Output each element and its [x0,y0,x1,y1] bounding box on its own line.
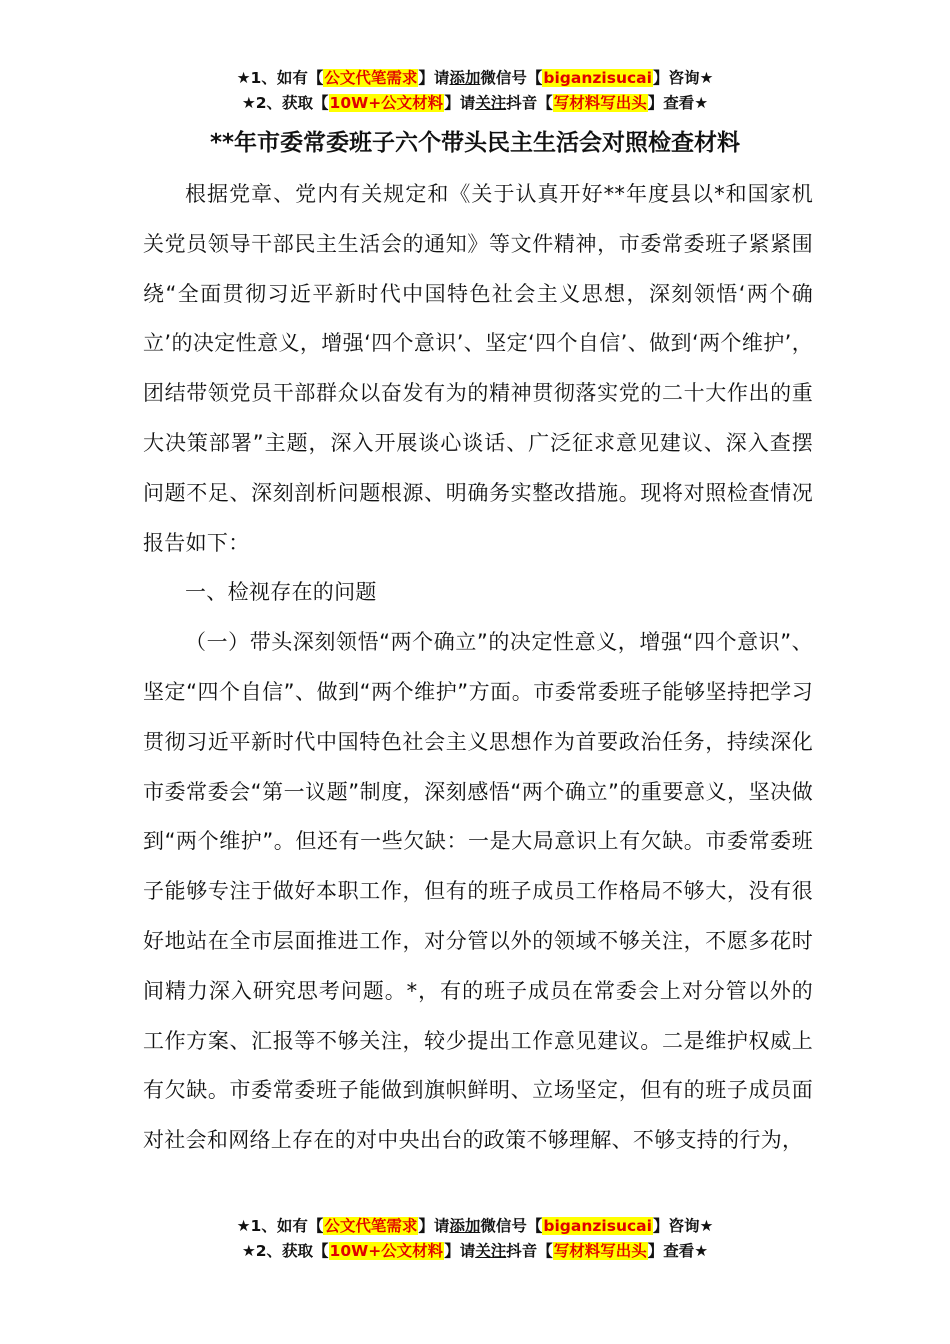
ad-highlight: biganzisucai [543,1217,652,1235]
section-heading: 一、检视存在的问题 [185,580,377,605]
ad-text: 】查看★ [647,94,709,112]
ad-underlined: 关注 [475,1242,507,1260]
ad-highlight: 公文代笔需求 [324,1217,418,1235]
ad-highlight: 写材料写出头 [553,94,647,112]
ad-text: 】请 [444,94,476,112]
ad-text: 】咨询★ [652,69,714,87]
ad-underlined: 添加 [449,69,481,87]
ad-text: 】请 [418,69,450,87]
paragraph-intro: 根据党章、党内有关规定和《关于认真开好**年度县以*和国家机关党员领导干部民主生活会的通知》等文件精神，市委常委班子紧紧围绕“全面贯彻习近平新时代中国特色社会主义思想，深刻领悟‘两个确立’的决定性意义，增强‘四个意识’、坚定‘四个自信’、做到‘两个维护’，团结带领党员干部群众以奋发有为的精神贯彻落实党的二十大作出的重大决策部署”主题，深入开展谈心谈话、广泛征求意见建议、深入查摆问题不足、深刻剖析问题根源、明确务实整改措施。现将对照检查情况报告如下： [143,182,813,555]
document-body [143,170,813,1166]
ad-underlined: 关注 [475,94,507,112]
ad-highlight: biganzisucai [543,69,652,87]
ad-text: ★1、如有【 [236,69,324,87]
ad-underlined: 添加 [449,1217,481,1235]
ad-line-1 [0,66,950,91]
ad-text: 】咨询★ [652,1217,714,1235]
ad-highlight: 写材料写出头 [553,1242,647,1260]
ad-text: ★1、如有【 [236,1217,324,1235]
ad-banner-bottom [0,1214,950,1264]
ad-line-2 [0,1239,950,1264]
ad-text: 】请 [444,1242,476,1260]
document-title: **年市委常委班子六个带头民主生活会对照检查材料 [209,130,741,156]
ad-highlight: 10W+公文材料 [329,1242,444,1260]
ad-line-1 [0,1214,950,1239]
ad-text: 】请 [418,1217,450,1235]
ad-highlight: 公文代笔需求 [324,69,418,87]
ad-highlight: 10W+公文材料 [329,94,444,112]
ad-text: ★2、获取【 [241,94,329,112]
ad-text: 微信号【 [480,1217,543,1235]
ad-text: 】查看★ [647,1242,709,1260]
paragraph-subsection-1: （一）带头深刻领悟“两个确立”的决定性意义，增强“四个意识”、坚定“四个自信”、做到“两个维护”方面。市委常委班子能够坚持把学习贯彻习近平新时代中国特色社会主义思想作为首要政治任务，持续深化市委常委会“第一议题”制度，深刻感悟“两个确立”的重要意义，坚决做到“两个维护”。但还有一些欠缺：一是大局意识上有欠缺。市委常委班子能够专注于做好本职工作，但有的班子成员工作格局不够大，没有很好地站在全市层面推进工作，对分管以外的领域不够关注，不愿多花时间精力深入研究思考问题。*，有的班子成员在常委会上对分管以外的工作方案、汇报等不够关注，较少提出工作意见建议。二是维护权威上有欠缺。市委常委班子能做到旗帜鲜明、立场坚定，但有的班子成员面对社会和网络上存在的对中央出台的政策不够理解、不够支持的行为， [143,630,813,1153]
ad-text: 抖音【 [506,1242,553,1260]
ad-text: ★2、获取【 [241,1242,329,1260]
ad-text: 微信号【 [480,69,543,87]
ad-text: 抖音【 [506,94,553,112]
ad-line-2 [0,91,950,116]
ad-banner-top [0,66,950,116]
